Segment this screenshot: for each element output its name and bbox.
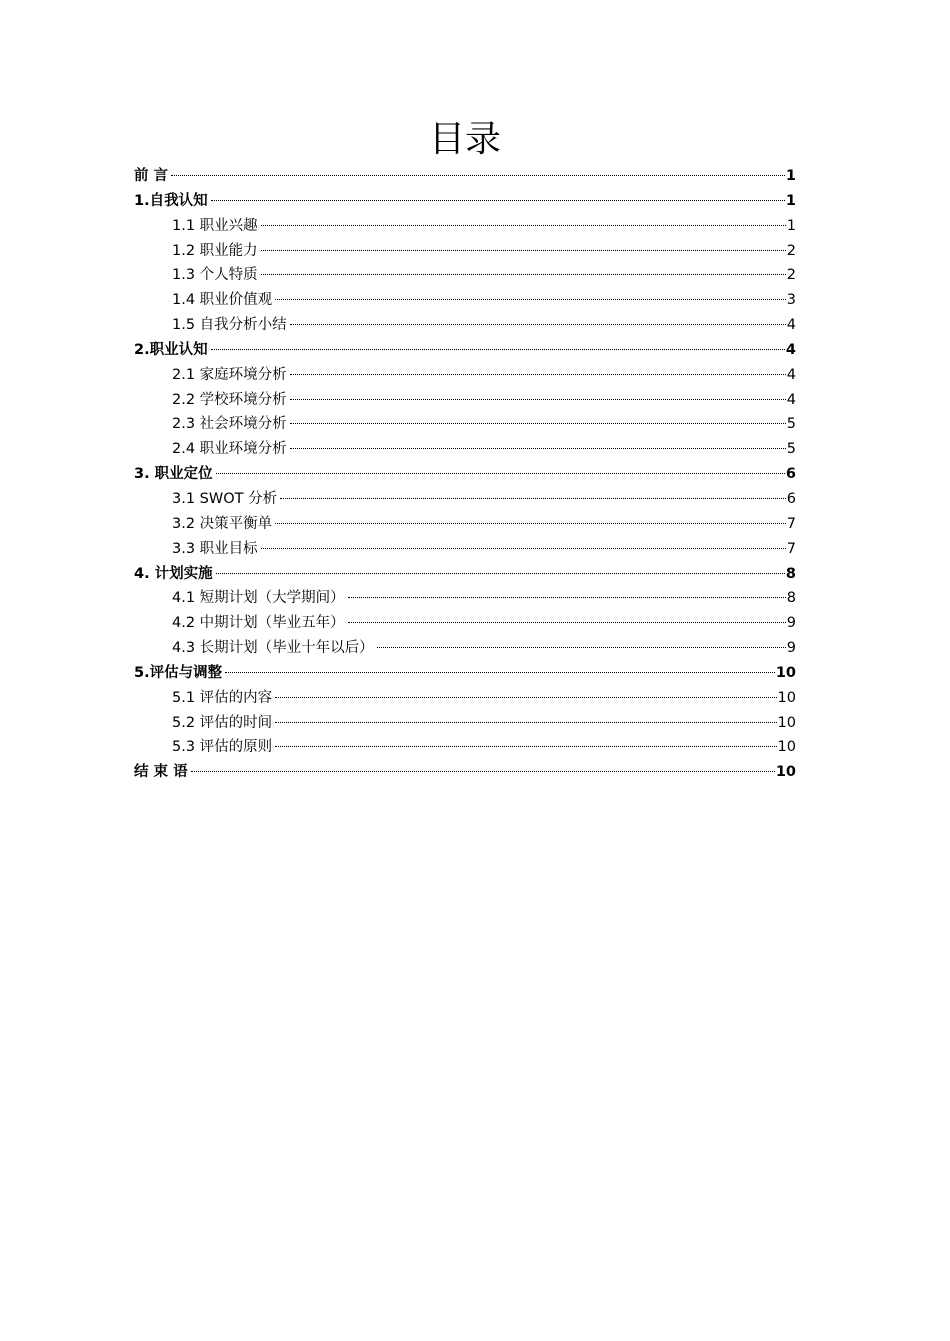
toc-entry-page: 4 — [786, 317, 796, 334]
toc-entry-chapter-4[interactable] — [134, 562, 796, 587]
dot-leader — [261, 274, 786, 275]
toc-entry-section-5-2[interactable] — [134, 711, 796, 736]
dot-leader — [261, 250, 786, 251]
toc-entry-page: 6 — [785, 466, 796, 483]
dot-leader — [275, 746, 776, 747]
dot-leader — [290, 374, 786, 375]
toc-entry-page: 10 — [777, 714, 796, 731]
toc-entry-section-4-3[interactable] — [134, 636, 796, 661]
dot-leader — [171, 175, 785, 176]
toc-entry-label: 1.1 职业兴趣 — [172, 217, 258, 234]
dot-leader — [290, 399, 786, 400]
toc-entry-section-5-3[interactable] — [134, 735, 796, 760]
toc-entry-page: 5 — [786, 441, 796, 458]
dot-leader — [275, 523, 786, 524]
toc-entry-label: 2.3 社会环境分析 — [172, 416, 287, 433]
dot-leader — [216, 473, 785, 474]
toc-entry-page: 9 — [786, 640, 796, 657]
toc-entry-page: 9 — [786, 615, 796, 632]
toc-entry-label: 5.3 评估的原则 — [172, 739, 273, 756]
dot-leader — [211, 349, 785, 350]
toc-entry-page: 4 — [785, 341, 796, 358]
toc-entry-label: 5.1 评估的内容 — [172, 689, 273, 706]
toc-entry-label: 1.5 自我分析小结 — [172, 317, 287, 334]
toc-entry-section-4-2[interactable] — [134, 611, 796, 636]
toc-entry-label: 3. 职业定位 — [134, 466, 213, 483]
toc-entry-label: 2.2 学校环境分析 — [172, 391, 287, 408]
toc-entry-label: 2.4 职业环境分析 — [172, 441, 287, 458]
dot-leader — [377, 647, 786, 648]
toc-entry-section-4-1[interactable] — [134, 586, 796, 611]
dot-leader — [280, 498, 786, 499]
toc-entry-section-3-2[interactable] — [134, 512, 796, 537]
toc-entry-page: 1 — [785, 192, 796, 209]
toc-entry-chapter-3[interactable] — [134, 462, 796, 487]
dot-leader — [275, 299, 786, 300]
toc-entry-label: 1.自我认知 — [134, 192, 208, 209]
toc-entry-label: 3.1 SWOT 分析 — [172, 490, 278, 507]
toc-entry-page: 6 — [786, 490, 796, 507]
toc-entry-page: 2 — [786, 242, 796, 259]
toc-entry-page: 10 — [775, 764, 796, 781]
dot-leader — [275, 697, 776, 698]
toc-entry-label: 1.4 职业价值观 — [172, 292, 273, 309]
toc-entry-label: 4.1 短期计划（大学期间） — [172, 590, 345, 607]
toc-entry-page: 2 — [786, 267, 796, 284]
toc-entry-label: 4. 计划实施 — [134, 565, 213, 582]
toc-entry-page: 4 — [786, 366, 796, 383]
toc-entry-chapter-1[interactable] — [134, 189, 796, 214]
dot-leader — [211, 200, 785, 201]
toc-entry-section-1-4[interactable] — [134, 288, 796, 313]
toc-entry-label: 前 言 — [134, 168, 169, 184]
toc-entry-label: 1.2 职业能力 — [172, 242, 258, 259]
dot-leader — [261, 548, 786, 549]
toc-entry-page: 8 — [785, 565, 796, 582]
toc-entry-label: 4.3 长期计划（毕业十年以后） — [172, 640, 374, 657]
toc-entry-label: 3.3 职业目标 — [172, 540, 258, 557]
toc-entry-page: 1 — [786, 217, 796, 234]
toc-entry-chapter-2[interactable] — [134, 338, 796, 363]
toc-entry-conclusion[interactable] — [134, 760, 796, 785]
dot-leader — [290, 448, 786, 449]
toc-title: 目录 — [428, 119, 501, 160]
toc-entry-label: 1.3 个人特质 — [172, 267, 258, 284]
toc-entry-section-1-1[interactable] — [134, 214, 796, 239]
toc-entry-section-1-3[interactable] — [134, 263, 796, 288]
toc-entry-label: 4.2 中期计划（毕业五年） — [172, 615, 345, 632]
toc-entry-section-2-1[interactable] — [134, 363, 796, 388]
toc-entry-page: 10 — [777, 739, 796, 756]
dot-leader — [216, 573, 785, 574]
dot-leader — [290, 324, 786, 325]
dot-leader — [348, 597, 786, 598]
toc-entry-label: 5.2 评估的时间 — [172, 714, 273, 731]
toc-entry-page: 5 — [786, 416, 796, 433]
toc-entry-page: 8 — [786, 590, 796, 607]
dot-leader — [290, 423, 786, 424]
toc-entry-label: 3.2 决策平衡单 — [172, 515, 273, 532]
toc-entry-page: 1 — [785, 168, 796, 184]
toc-entry-page: 7 — [786, 515, 796, 532]
toc-entry-section-3-1[interactable] — [134, 487, 796, 512]
toc-entry-page: 10 — [775, 664, 796, 681]
toc-entry-page: 3 — [786, 292, 796, 309]
toc-entry-label: 2.职业认知 — [134, 341, 208, 358]
dot-leader — [261, 225, 786, 226]
toc-entry-section-3-3[interactable] — [134, 537, 796, 562]
toc-entry-section-2-3[interactable] — [134, 412, 796, 437]
toc-entry-page: 10 — [777, 689, 796, 706]
toc-entry-page: 4 — [786, 391, 796, 408]
dot-leader — [225, 672, 775, 673]
toc-list — [134, 164, 796, 785]
toc-entry-section-5-1[interactable] — [134, 686, 796, 711]
toc-entry-preface[interactable] — [134, 164, 796, 189]
toc-entry-label: 5.评估与调整 — [134, 664, 223, 681]
dot-leader — [275, 722, 776, 723]
toc-entry-label: 2.1 家庭环境分析 — [172, 366, 287, 383]
dot-leader — [348, 622, 786, 623]
dot-leader — [191, 771, 775, 772]
toc-entry-page: 7 — [786, 540, 796, 557]
toc-entry-section-2-2[interactable] — [134, 388, 796, 413]
toc-entry-section-1-2[interactable] — [134, 239, 796, 264]
toc-entry-section-2-4[interactable] — [134, 437, 796, 462]
toc-entry-chapter-5[interactable] — [134, 661, 796, 686]
toc-entry-section-1-5[interactable] — [134, 313, 796, 338]
toc-entry-label: 结 束 语 — [134, 764, 188, 781]
